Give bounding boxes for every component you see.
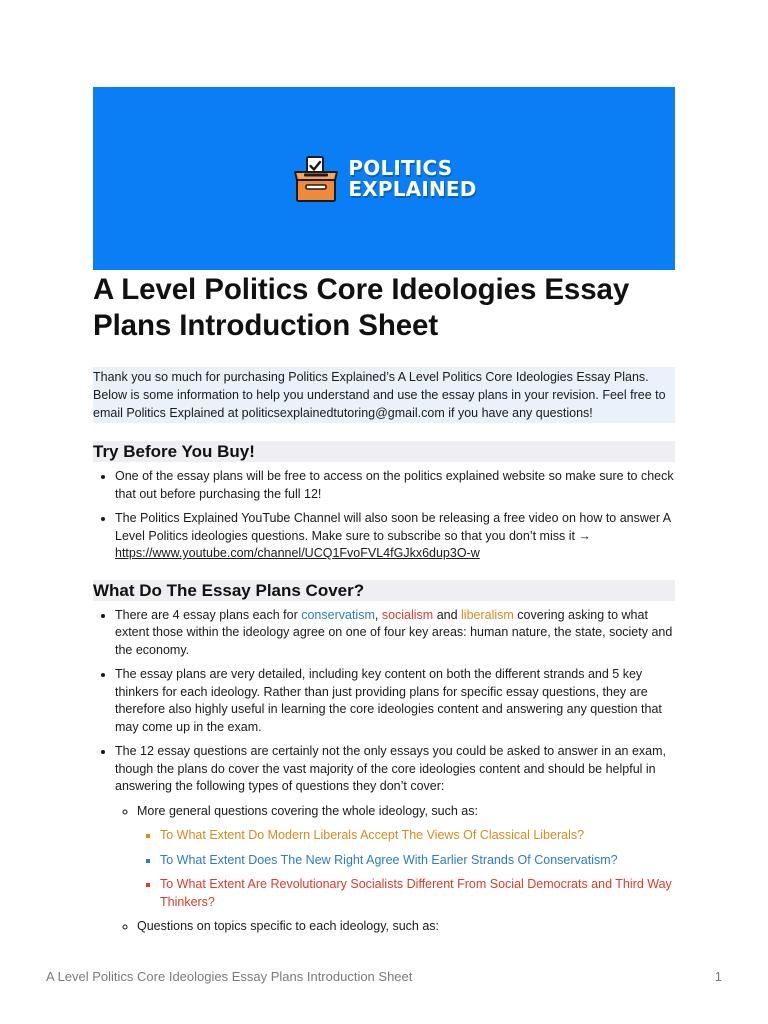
- intro-text: Thank you so much for purchasing Politics Explained’s A Level Politics Core Ideologies Essay Plans. Below is some information to help you understand and use the essay plans in your revision. Feel free to email Politics Explained at politicsexplainedtutoring@gmail.com if you have any questions!: [93, 370, 666, 420]
- politics-explained-logo: [291, 155, 476, 203]
- plans-cover-list: [93, 607, 675, 936]
- try-before-list: [93, 468, 675, 563]
- bullet-text: covering asking to what extent those within the ideology agree on one of four key areas: human nature, the state, society and the economy.: [115, 607, 673, 657]
- bullet-text: There are 4 essay plans each for: [115, 607, 302, 622]
- section-heading-what-plans-cover: What Do The Essay Plans Cover?: [93, 580, 675, 601]
- logo-line-2: EXPLAINED: [348, 176, 477, 201]
- question-text: To What Extent Are Revolutionary Socialists Different From Social Democrats and Third Way Thinkers?: [160, 877, 672, 909]
- example-question-conservatism: [160, 852, 675, 870]
- liberalism-term: liberalism: [461, 607, 514, 622]
- bullet-text: The 12 essay questions are certainly not the only essays you could be asked to answer in an exam, though the plans do cover the vast majority of the core ideologies content and should be helpful in answering the following types of questions they don’t cover:: [115, 744, 667, 793]
- socialism-term: socialism: [381, 607, 434, 622]
- list-item: [115, 607, 675, 660]
- intro-callout: [93, 367, 675, 423]
- bullet-text: The Politics Explained YouTube Channel will also soon be releasing a free video on how to answer A Level Politics ideologies questions. Make sure to subscribe so that you don’t miss it →: [115, 511, 671, 543]
- header-banner: [93, 87, 675, 270]
- example-question-socialism: [160, 876, 675, 911]
- list-item: [115, 510, 675, 563]
- logo-line-1: POLITICS: [348, 155, 453, 180]
- bullet-text: One of the essay plans will be free to access on the politics explained website so make sure to check that out before purchasing the full 12!: [115, 469, 674, 501]
- logo-text: [348, 155, 477, 201]
- sub-list-item: [137, 918, 675, 936]
- list-item: [115, 468, 675, 503]
- document-page: [93, 87, 675, 943]
- bullet-text: The essay plans are very detailed, including key content on both the different strands and 5 key thinkers for each ideology. Rather than just providing plans for specific essay questions, they are therefore also highly useful in learning the core ideologies content and answering any question that may come up in the exam.: [115, 667, 662, 734]
- document-title: A Level Politics Core Ideologies Essay Plans Introduction Sheet: [93, 273, 630, 342]
- example-questions-list: [137, 827, 675, 911]
- list-item: [115, 743, 675, 936]
- and-text: and: [433, 607, 462, 622]
- page-number: 1: [714, 969, 722, 984]
- question-text: To What Extent Do Modern Liberals Accept The Views Of Classical Liberals?: [160, 828, 585, 842]
- sub-list-item: [137, 803, 675, 912]
- conservatism-term: conservatism: [301, 607, 375, 622]
- sub-bullet-text: Questions on topics specific to each ideology, such as:: [137, 919, 440, 933]
- example-question-liberalism: [160, 827, 675, 845]
- section-heading-try-before-you-buy: Try Before You Buy!: [93, 441, 675, 462]
- question-types-list: [115, 803, 675, 936]
- ballot-box-icon: [291, 155, 341, 203]
- sub-bullet-text: More general questions covering the whole ideology, such as:: [137, 803, 478, 818]
- youtube-channel-link[interactable]: https://www.youtube.com/channel/UCQ1FvoFVL4fGJkx6dup3O-w: [115, 546, 480, 560]
- list-item: [115, 666, 675, 736]
- question-text: To What Extent Does The New Right Agree With Earlier Strands Of Conservatism?: [160, 852, 618, 867]
- footer-title: A Level Politics Core Ideologies Essay Plans Introduction Sheet: [46, 969, 413, 984]
- comma-text: ,: [374, 607, 382, 622]
